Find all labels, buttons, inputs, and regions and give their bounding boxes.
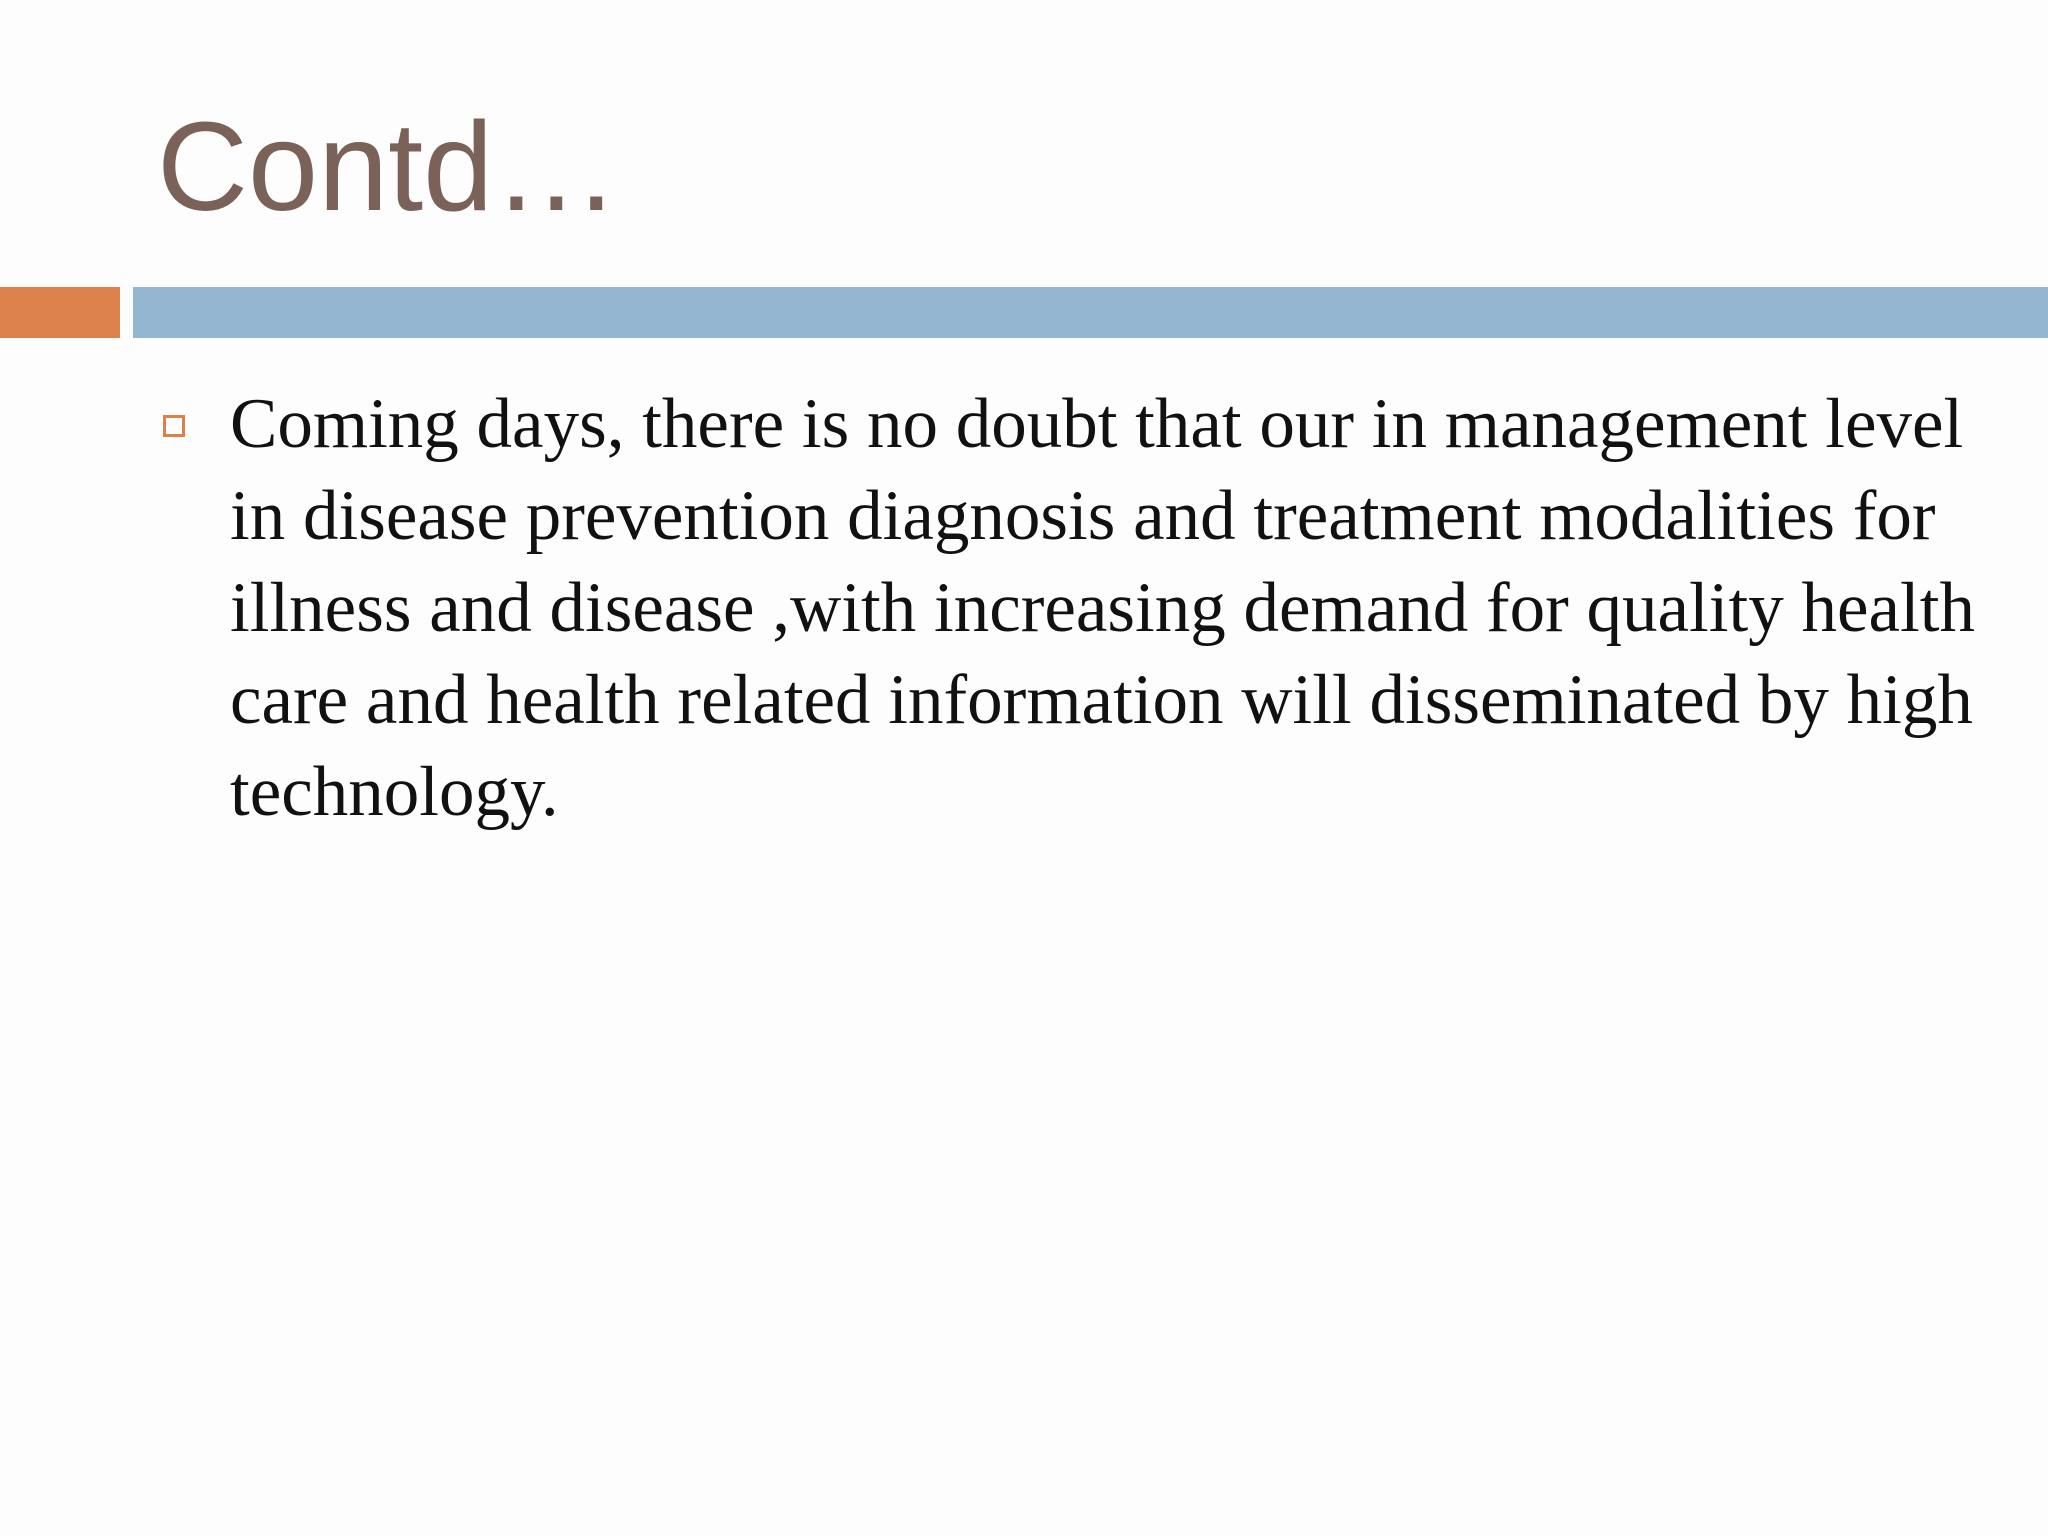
hollow-square-bullet-icon <box>163 415 185 437</box>
slide-content <box>157 378 1977 838</box>
bullet-text: Coming days, there is no doubt that our in management level in disease prevention diagnosis and treatment modalities for illness and disease ,with increasing demand for quality health care and health related information will disseminated by high technology. <box>230 385 1975 831</box>
accent-bar-orange <box>0 287 120 338</box>
bullet-item <box>157 378 1977 838</box>
slide-title: Contd… <box>157 96 620 237</box>
accent-bar-blue <box>133 287 2048 338</box>
